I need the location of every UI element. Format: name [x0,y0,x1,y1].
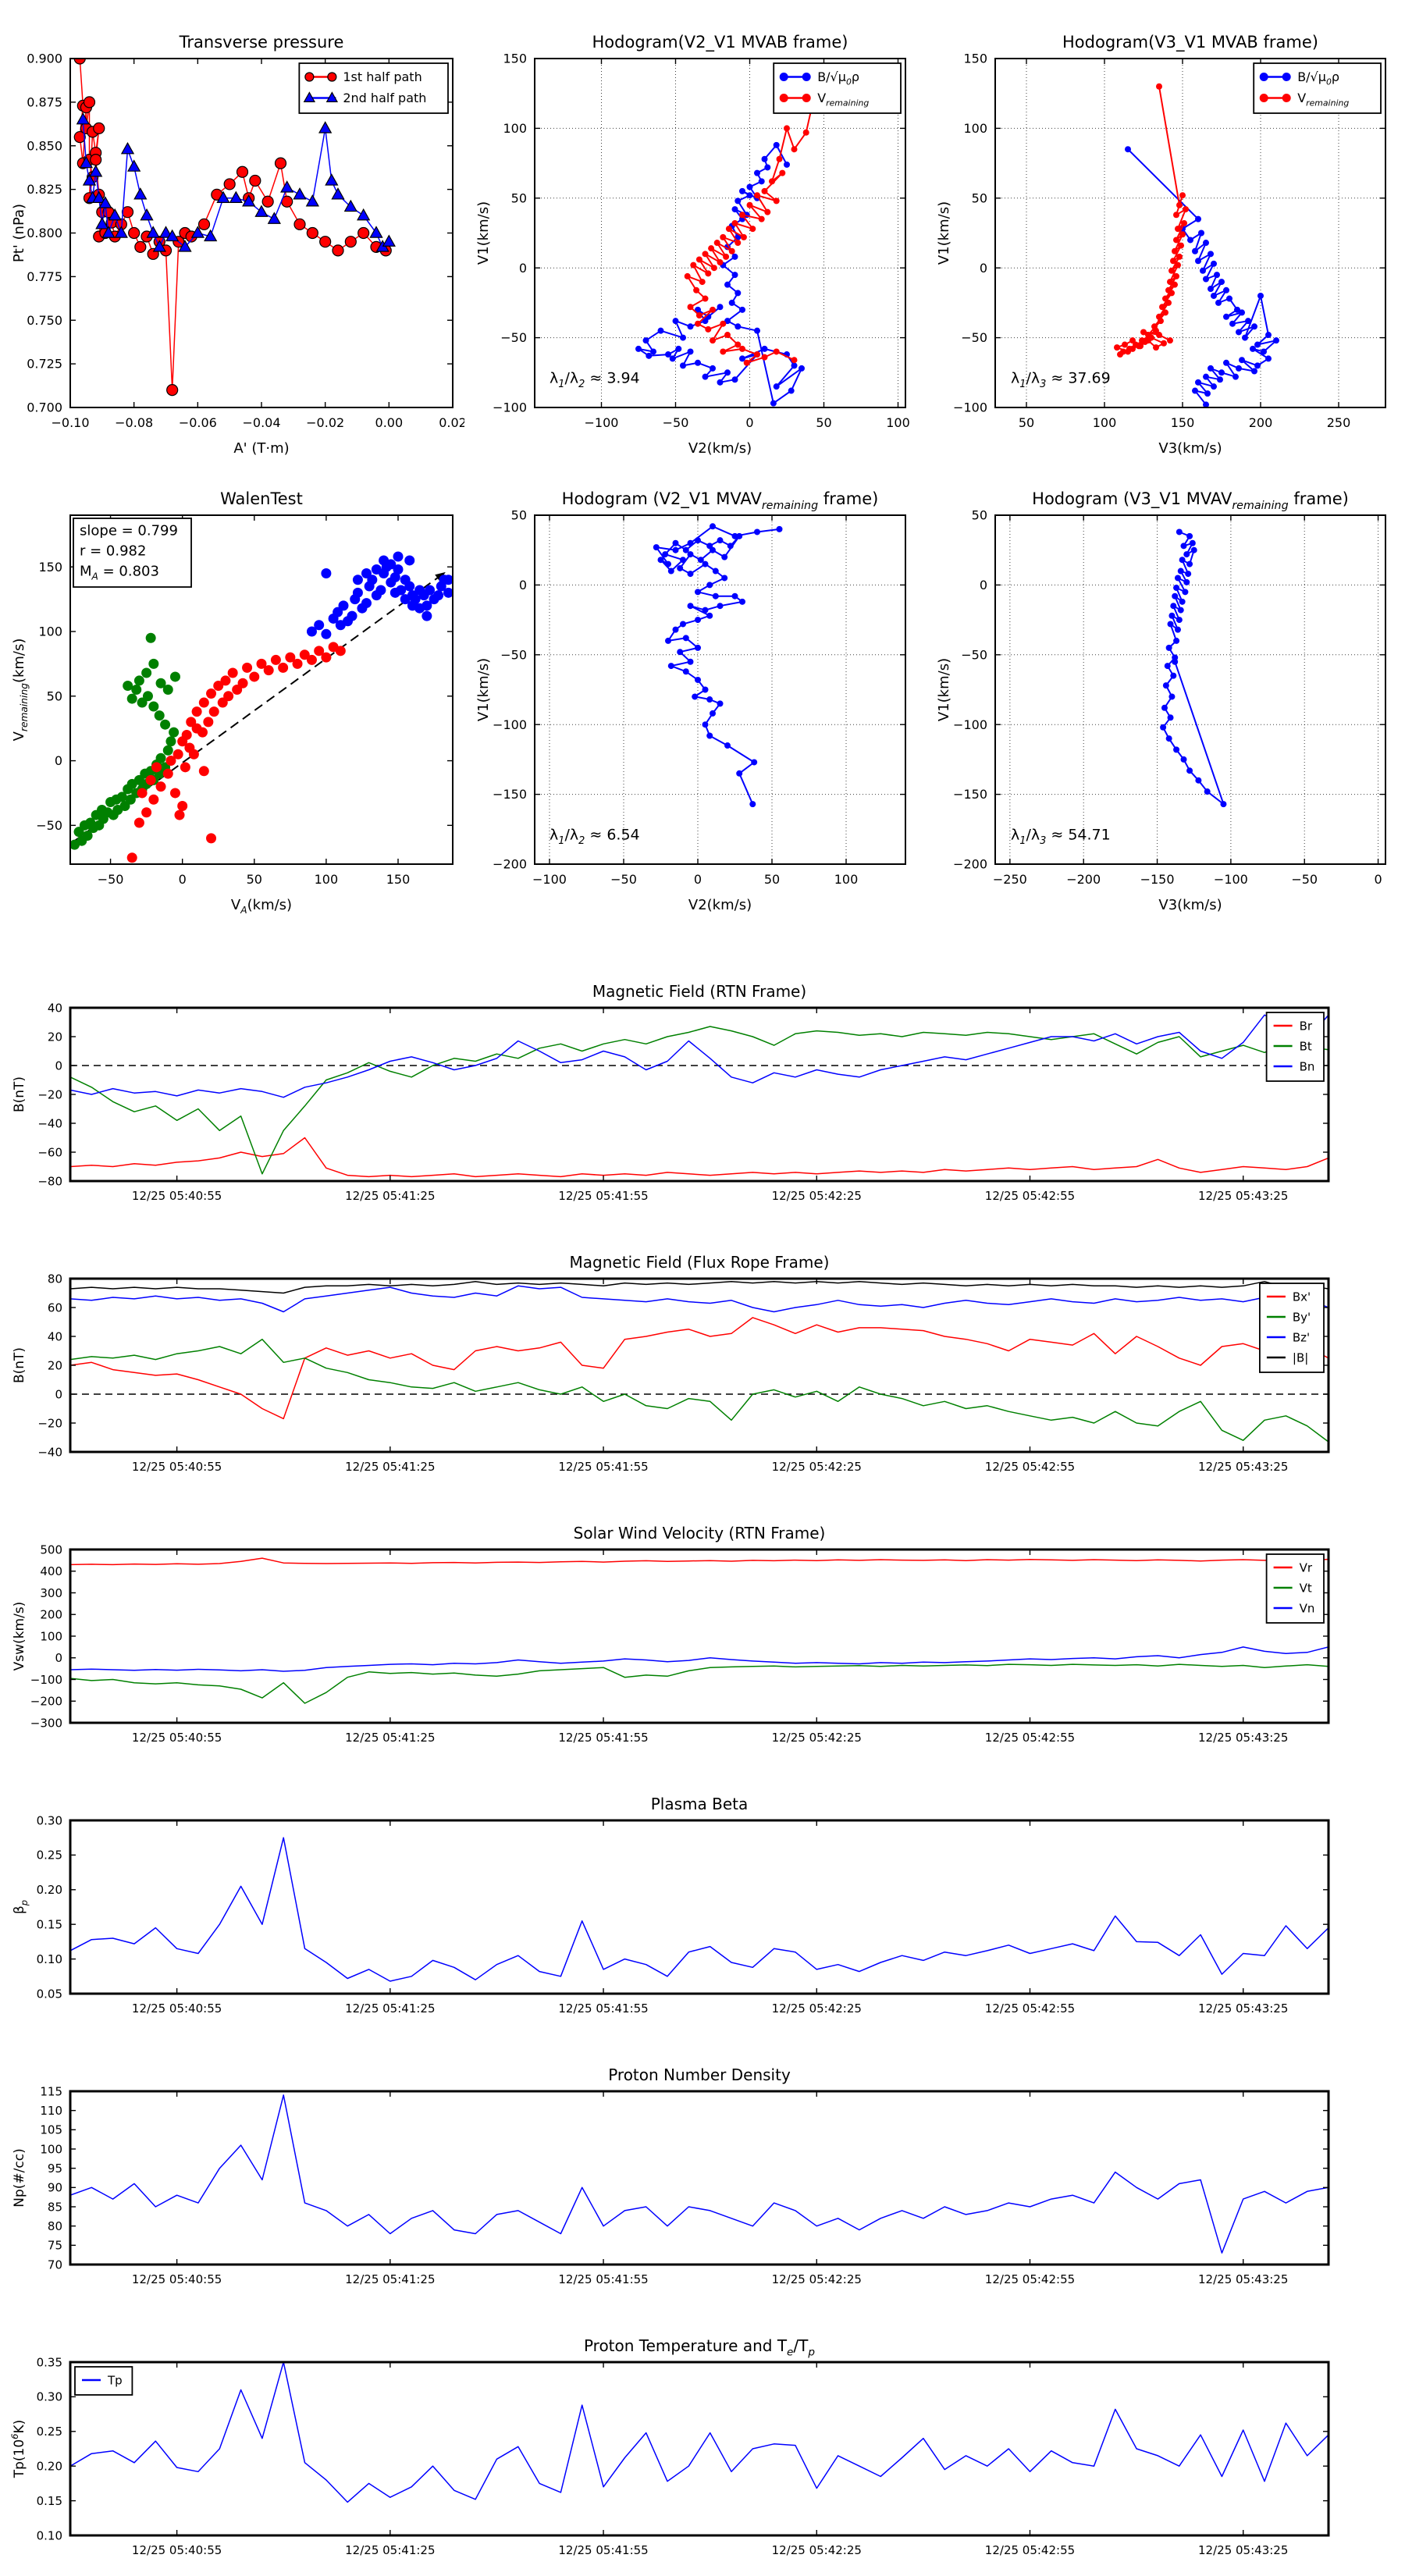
legend-label: $V_{remaining}$ [1297,91,1350,109]
y-axis-label: V1(km/s) [475,201,492,265]
y-axis-label: $V_{remaining}(km/s)$ [11,638,30,742]
x-tick-label: 12/25 05:43:25 [1198,1460,1289,1474]
x-axis-label: A' (T·m) [233,440,290,457]
x-axis-label: V2(km/s) [688,897,752,913]
x-tick-label: 150 [1170,415,1195,430]
legend-label: Bz' [1292,1330,1311,1345]
plot-pressure-svg [8,12,464,468]
legend [75,2367,132,2395]
plot-hodo-v-v2-svg [472,468,917,925]
x-tick-label: −50 [610,872,637,887]
y-tick-label: 0 [55,1651,62,1665]
plot-area [70,1282,1329,1442]
x-tick-label: 12/25 05:41:55 [558,2001,649,2016]
legend-label: Vn [1299,1601,1315,1616]
x-tick-label: 100 [1092,415,1117,430]
y-tick-label: 0.825 [27,182,62,197]
y-axis-label: V1(km/s) [475,657,492,722]
walen-test-plot [8,468,464,925]
series-Bz' [70,1286,1329,1311]
series-first-quarter [69,633,180,850]
series-Tp [70,2362,1329,2502]
y-tick-label: 0.850 [27,138,62,154]
y-tick-label: 0.20 [36,1883,62,1898]
y-tick-label: 0.15 [36,1917,62,1932]
y-tick-label: 150 [38,559,62,575]
y-tick-label: 50 [971,190,987,206]
y-tick-label: 40 [47,1329,62,1344]
y-axis-label: V1(km/s) [936,657,952,722]
x-axis-label: V3(km/s) [1158,897,1222,913]
y-tick-label: 0.700 [27,400,62,415]
chart-title: Proton Number Density [608,2065,791,2084]
x-tick-label: 12/25 05:42:25 [771,1189,862,1203]
y-tick-label: −50 [961,330,987,346]
y-tick-label: −40 [37,1445,62,1460]
y-tick-label: 50 [510,190,527,206]
ticks [37,1001,1329,1203]
y-tick-label: −100 [493,400,527,415]
x-tick-label: 12/25 05:42:55 [984,2543,1076,2557]
x-tick-label: 0 [693,872,702,887]
y-tick-label: 0.25 [36,1848,62,1863]
x-tick-label: 12/25 05:41:25 [345,1189,436,1203]
x-tick-label: 12/25 05:40:55 [131,2001,222,2016]
x-tick-label: 12/25 05:41:25 [345,1731,436,1745]
ticks [37,2355,1329,2557]
series-Vr [70,1558,1329,1564]
x-tick-label: 12/25 05:41:25 [345,2272,436,2286]
series-Np [70,2095,1329,2253]
series-Bx' [70,1318,1329,1419]
x-tick-label: 12/25 05:41:55 [558,2272,649,2286]
y-tick-label: 0 [55,1059,62,1073]
series-2nd half path [77,113,395,251]
x-tick-label: 12/25 05:41:55 [558,1460,649,1474]
y-tick-label: 0 [54,753,62,769]
y-tick-label: 0.10 [36,1952,62,1966]
y-tick-label: 20 [47,1030,62,1044]
x-tick-label: 12/25 05:43:25 [1198,2272,1289,2286]
y-tick-label: 0.30 [36,2389,62,2404]
y-tick-label: −150 [953,787,987,802]
axes-frame [995,515,1385,864]
legend-label: Bt [1299,1039,1312,1054]
x-tick-label: −0.02 [306,415,345,430]
y-axis-label: B(nT) [12,1347,27,1384]
ts-tp-svg [8,2326,1397,2576]
y-tick-label: 50 [46,688,62,704]
x-tick-label: 12/25 05:42:55 [984,2001,1076,2016]
y-tick-label: 0.725 [27,356,62,372]
y-tick-label: 0 [55,1387,62,1402]
annotation: $\lambda_1/\lambda_2 \approx 3.94$ [550,369,640,391]
y-tick-label: 0 [979,260,987,276]
y-tick-label: 110 [40,2103,62,2118]
legend-label: By' [1292,1310,1311,1325]
series-|B| [70,1282,1329,1293]
y-tick-label: 50 [971,507,987,523]
x-tick-label: 0.02 [439,415,464,430]
x-tick-label: 12/25 05:40:55 [131,2543,222,2557]
magnetic-field-rtn-panel [8,972,1397,1222]
y-tick-label: −50 [961,647,987,663]
plot-area [653,523,783,807]
plot-area [70,1015,1329,1176]
plot-area [70,1838,1329,1981]
y-tick-label: 105 [40,2122,62,2137]
y-tick-label: 150 [963,51,987,66]
chart-title: Plasma Beta [650,1795,749,1813]
y-tick-label: 100 [963,121,987,136]
y-tick-label: 70 [47,2258,62,2272]
stat-line: slope = 0.799 [80,522,178,539]
x-tick-label: 12/25 05:41:55 [558,1189,649,1203]
x-tick-label: 12/25 05:42:55 [984,2272,1076,2286]
y-tick-label: 0.875 [27,94,62,110]
x-tick-label: −50 [1291,872,1318,887]
plot-area [70,2095,1329,2253]
plot-hodo-v-v3-svg [933,468,1397,925]
y-axis-label: B(nT) [12,1076,27,1113]
proton-density-panel [8,2055,1397,2305]
y-tick-label: 150 [503,51,527,66]
legend [1267,1012,1324,1081]
y-tick-label: −60 [37,1145,62,1160]
x-tick-label: −0.04 [242,415,281,430]
y-tick-label: 0.775 [27,269,62,284]
x-tick-label: 150 [386,872,411,887]
x-tick-label: 50 [763,872,781,887]
x-tick-label: 12/25 05:41:25 [345,2001,436,2016]
plot-area [70,1558,1329,1703]
y-tick-label: 100 [503,121,527,136]
x-tick-label: 0.00 [375,415,404,430]
y-tick-label: 100 [40,1629,62,1644]
legend-label: $V_{remaining}$ [817,91,870,109]
x-tick-label: 0 [1374,872,1382,887]
y-tick-label: 50 [510,507,527,523]
legend-label: Br [1299,1019,1313,1034]
y-tick-label: −100 [953,717,987,732]
hodogram-v2v1-mvab-plot [472,12,917,468]
y-tick-label: 0.35 [36,2355,62,2370]
x-tick-label: 12/25 05:43:25 [1198,2543,1289,2557]
y-tick-label: −150 [493,787,527,802]
ticks [30,1542,1329,1745]
chart-title: Proton Temperature and $T_e/T_p$ [583,2336,816,2359]
x-tick-label: 0 [745,415,754,430]
y-tick-label: 400 [40,1564,62,1578]
x-tick-label: −50 [97,872,124,887]
legend-label: Vr [1299,1560,1313,1575]
legend-label: 2nd half path [343,91,427,106]
y-tick-label: 0.15 [36,2493,62,2508]
x-tick-label: 12/25 05:40:55 [131,1460,222,1474]
proton-temperature-panel [8,2326,1397,2576]
magnetic-field-fluxrope-panel [8,1243,1397,1493]
y-tick-label: −50 [36,817,62,833]
y-tick-label: −50 [500,330,527,346]
hodogram-v2v1-mvav-plot [472,468,917,925]
y-tick-label: 40 [47,1001,62,1016]
legend-label: |B| [1292,1350,1309,1365]
plot-area [70,2362,1329,2502]
annotation: $\lambda_1/\lambda_3 \approx 37.69$ [1011,369,1111,391]
series-B-alfven [635,142,805,407]
y-tick-label: 85 [47,2200,62,2215]
legend [774,63,901,113]
y-tick-label: 100 [40,2142,62,2157]
y-tick-label: 0.10 [36,2528,62,2543]
stat-line: r = 0.982 [80,543,147,560]
series-By' [70,1340,1329,1442]
chart-title: Hodogram(V3_V1 MVAB frame) [1062,33,1318,52]
series-V-remaining [1114,84,1189,358]
y-tick-label: −300 [30,1716,62,1731]
x-tick-label: 12/25 05:43:25 [1198,2001,1289,2016]
legend [1254,63,1381,113]
y-tick-label: −50 [500,647,527,663]
x-tick-label: −0.10 [51,415,90,430]
x-axis-label: V3(km/s) [1158,440,1222,457]
y-tick-label: 95 [47,2161,62,2176]
x-tick-label: 50 [1018,415,1035,430]
y-tick-label: −20 [37,1416,62,1431]
y-tick-label: 0.30 [36,1813,62,1828]
x-tick-label: 12/25 05:43:25 [1198,1189,1289,1203]
x-tick-label: 0 [178,872,187,887]
x-tick-label: −100 [532,872,567,887]
stat-line: $M_A = 0.803$ [80,563,159,582]
x-tick-label: 12/25 05:42:25 [771,2001,862,2016]
x-tick-label: 12/25 05:40:55 [131,1731,222,1745]
x-axis-label: $V_A(km/s)$ [230,897,293,916]
legend-label: Bn [1299,1059,1315,1074]
legend-label: $B/√\mu_0\rho$ [1297,69,1340,87]
annotation: $\lambda_1/\lambda_3 \approx 54.71$ [1011,826,1111,848]
x-tick-label: 12/25 05:41:25 [345,1460,436,1474]
y-tick-label: −80 [37,1174,62,1189]
series-B-alfven [1125,146,1279,407]
gridlines [995,515,1385,864]
gridlines [535,515,905,864]
plot-area [69,551,454,863]
x-tick-label: 250 [1326,415,1351,430]
legend [299,63,448,113]
x-tick-label: 12/25 05:42:55 [984,1460,1076,1474]
x-tick-label: 12/25 05:42:25 [771,1460,862,1474]
legend-label: Bx' [1292,1290,1311,1304]
solar-wind-velocity-panel [8,1514,1397,1763]
plot-area [635,84,820,407]
y-tick-label: 115 [40,2084,62,2099]
y-axis-label: V1(km/s) [936,201,952,265]
ts-beta-svg [8,1784,1397,2034]
y-tick-label: 75 [47,2238,62,2253]
y-tick-label: −200 [493,856,527,872]
legend-label: $B/√\mu_0\rho$ [817,69,860,87]
chart-title: Magnetic Field (RTN Frame) [592,982,807,1001]
y-tick-label: 60 [47,1300,62,1315]
series-V-path [1160,528,1226,807]
y-tick-label: −200 [953,856,987,872]
series-V-path [653,523,783,807]
x-tick-label: 12/25 05:43:25 [1198,1731,1289,1745]
legend [1260,1283,1324,1372]
y-tick-label: 0.05 [36,1987,62,2001]
x-tick-label: 12/25 05:40:55 [131,2272,222,2286]
y-tick-label: 0.25 [36,2425,62,2439]
annotation: $\lambda_1/\lambda_2 \approx 6.54$ [550,826,640,848]
ts-frf-svg [8,1243,1397,1493]
y-tick-label: 200 [40,1607,62,1622]
y-tick-label: −40 [37,1116,62,1131]
x-tick-label: −0.08 [115,415,154,430]
x-tick-label: −50 [662,415,689,430]
axes-frame [70,1820,1329,1994]
chart-title: Hodogram (V3_V1 $MVAV_{remaining}$ frame) [1032,489,1349,512]
y-tick-label: −100 [493,717,527,732]
chart-title: Hodogram(V2_V1 MVAB frame) [592,33,848,52]
x-tick-label: 12/25 05:42:55 [984,1731,1076,1745]
chart-title: WalenTest [220,489,303,508]
y-axis-label: Vsw(km/s) [12,1601,27,1671]
series-Bt [70,1026,1329,1174]
y-tick-label: 20 [47,1358,62,1373]
x-tick-label: 12/25 05:40:55 [131,1189,222,1203]
legend-label: Tp [108,2373,123,2388]
legend-label: 1st half path [343,69,422,85]
y-tick-label: 80 [47,1272,62,1286]
y-tick-label: 0.800 [27,226,62,241]
y-tick-label: −100 [30,1672,62,1687]
series-beta-p [70,1838,1329,1981]
y-tick-label: 0.750 [27,312,62,328]
axes-frame [70,2091,1329,2265]
series-Br [70,1138,1329,1177]
x-tick-label: 12/25 05:41:25 [345,2543,436,2557]
y-tick-label: 300 [40,1585,62,1600]
x-tick-label: −150 [1140,872,1175,887]
y-axis-label: Np(#/cc) [12,2148,27,2208]
plot-hodo-b-v3-svg [933,12,1397,468]
x-tick-label: 50 [246,872,262,887]
ts-vel-svg [8,1514,1397,1763]
series-last-quarter [307,551,454,639]
chart-title: Hodogram (V2_V1 $MVAV_{remaining}$ frame) [561,489,879,512]
y-tick-label: 80 [47,2218,62,2233]
y-tick-label: −20 [37,1087,62,1102]
plot-hodo-b-v2-svg [472,12,917,468]
y-tick-label: 100 [38,624,62,639]
legend-label: Vt [1299,1581,1312,1596]
x-tick-label: 12/25 05:41:55 [558,1731,649,1745]
y-tick-label: 500 [40,1542,62,1557]
hodogram-v3v1-mvab-plot [933,12,1397,468]
chart-title: Magnetic Field (Flux Rope Frame) [569,1253,830,1272]
axes-frame [70,1008,1329,1181]
y-tick-label: 0 [518,260,527,276]
ticks [40,2084,1329,2286]
y-axis-label: $\beta_p$ [12,1899,30,1915]
x-tick-label: 12/25 05:42:25 [771,1731,862,1745]
x-tick-label: −200 [1066,872,1101,887]
x-tick-label: 12/25 05:42:25 [771,2272,862,2286]
ticks [37,1813,1329,2016]
ts-rtn-svg [8,972,1397,1222]
y-tick-label: −200 [30,1694,62,1709]
plot-area [1114,84,1279,408]
y-tick-label: 0.900 [27,51,62,66]
x-tick-label: −100 [1213,872,1248,887]
series-Bn [70,1015,1329,1097]
axes-frame [70,1279,1329,1452]
x-tick-label: 12/25 05:42:25 [771,2543,862,2557]
x-tick-label: 200 [1248,415,1273,430]
chart-title: Transverse pressure [179,33,344,52]
x-tick-label: 100 [886,415,910,430]
plasma-beta-panel [8,1784,1397,2034]
axes-frame [535,515,905,864]
y-tick-label: 0 [518,578,527,592]
transverse-pressure-plot [8,12,464,468]
legend [1267,1554,1324,1623]
y-tick-label: 0.20 [36,2459,62,2474]
plot-area [1160,528,1226,807]
ts-np-svg [8,2055,1397,2305]
y-tick-label: −100 [953,400,987,415]
y-tick-label: 0 [979,578,987,592]
y-axis-label: $Tp(10^6K)$ [9,2419,27,2478]
series-Vn [70,1647,1329,1671]
x-tick-label: −0.06 [178,415,217,430]
plot-walen-svg [8,468,464,925]
chart-title: Solar Wind Velocity (RTN Frame) [573,1524,826,1542]
y-axis-label: Pt' (nPa) [11,203,27,263]
x-tick-label: 12/25 05:41:55 [558,2543,649,2557]
y-tick-label: 90 [47,2180,62,2195]
x-axis-label: V2(km/s) [688,440,752,457]
stat-box [73,518,191,587]
x-tick-label: 12/25 05:42:55 [984,1189,1076,1203]
series-mid-half [127,642,346,863]
hodogram-v3v1-mvav-plot [933,468,1397,925]
x-tick-label: −250 [992,872,1027,887]
x-tick-label: 50 [816,415,832,430]
x-tick-label: 100 [834,872,859,887]
x-tick-label: 100 [314,872,339,887]
x-tick-label: −100 [584,415,619,430]
